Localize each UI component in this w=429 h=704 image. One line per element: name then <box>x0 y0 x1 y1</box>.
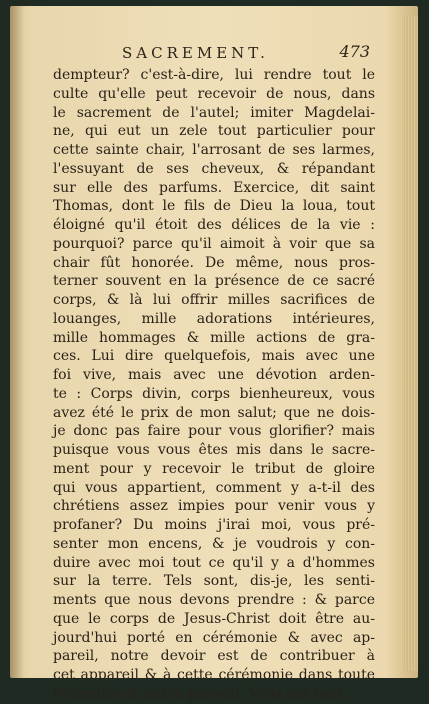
body-text <box>53 66 375 704</box>
page-edges <box>404 16 418 671</box>
text-line: ne, qui eut un zele tout particulier pour <box>53 123 375 140</box>
text-line: terner souvent en la présence de ce sacré <box>53 273 375 290</box>
text-line: avez été le prix de mon salut; que ne dois- <box>53 404 375 421</box>
text-line: chrétiens assez impies pour venir vous y <box>53 498 375 515</box>
text-line: duire avec moi tout ce qu'il y a d'hommes <box>53 554 375 571</box>
text-line: ment pour y recevoir le tribut de gloire <box>53 460 375 477</box>
text-line: le sacrement de l'autel; imiter Magdelai- <box>53 104 375 121</box>
text-line: ments que nous devons prendre : & parce <box>53 592 375 608</box>
text-line: puisque vous vous êtes mis dans le sacre- <box>53 442 375 458</box>
text-line: l'étendue de notre pouvoir. Vous sur-tout, <box>53 685 348 702</box>
text-line: senter mon encens, & je voudrois y con- <box>53 535 375 552</box>
text-line: cette sainte chair, l'arrosant de ses larmes, <box>53 142 375 158</box>
text-line: que le corps de Jesus-Christ doit être au- <box>53 610 375 627</box>
text-line: mille hommages & mille actions de gra- <box>53 329 375 346</box>
text-line: jourd'hui porté en cérémonie & avec ap- <box>53 629 375 646</box>
text-line: qui vous appartient, comment y a-t-il des <box>53 479 375 496</box>
text-line: culte qu'elle peut recevoir de nous, dans <box>53 85 375 102</box>
text-line: éloigné qu'il étoit des délices de la vie : <box>53 217 375 233</box>
text-line: foi vive, mais avec une dévotion arden- <box>53 367 375 383</box>
text-line: pareil, notre devoir est de contribuer à <box>53 648 375 665</box>
book-page <box>10 6 418 702</box>
text-line: je donc pas faire pour vous glorifier? mais <box>53 423 375 440</box>
text-line: dempteur? c'est-à-dire, lui rendre tout le <box>53 67 375 83</box>
running-title: SACREMENT. <box>122 44 269 62</box>
text-line: sur la terre. Tels sont, dis-je, les senti- <box>53 573 375 590</box>
text-line: sur elle des parfums. Exercice, dit saint <box>53 179 375 196</box>
text-line: corps, & là lui offrir milles sacrifices de <box>53 292 375 308</box>
text-line: ces. Lui dire quelquefois, mais avec une <box>53 348 375 365</box>
text-line: l'essuyant de ses cheveux, & répandant <box>53 160 375 177</box>
text-line: louanges, mille adorations intérieures, <box>53 310 375 327</box>
spine-shadow <box>10 6 24 678</box>
text-line: chair fût honorée. De même, nous pros- <box>53 254 375 271</box>
text-line: profaner? Du moins j'irai moi, vous pré- <box>53 517 375 533</box>
text-line: cet appareil & à cette cérémonie dans toute <box>53 667 375 683</box>
text-line: pourquoi? parce qu'il aimoit à voir que sa <box>53 235 375 252</box>
page-number: 473 <box>339 42 370 61</box>
text-line: Thomas, dont le fils de Dieu la loua, tout <box>53 198 375 215</box>
text-line: te : Corps divin, corps bienheureux, vous <box>53 385 375 402</box>
